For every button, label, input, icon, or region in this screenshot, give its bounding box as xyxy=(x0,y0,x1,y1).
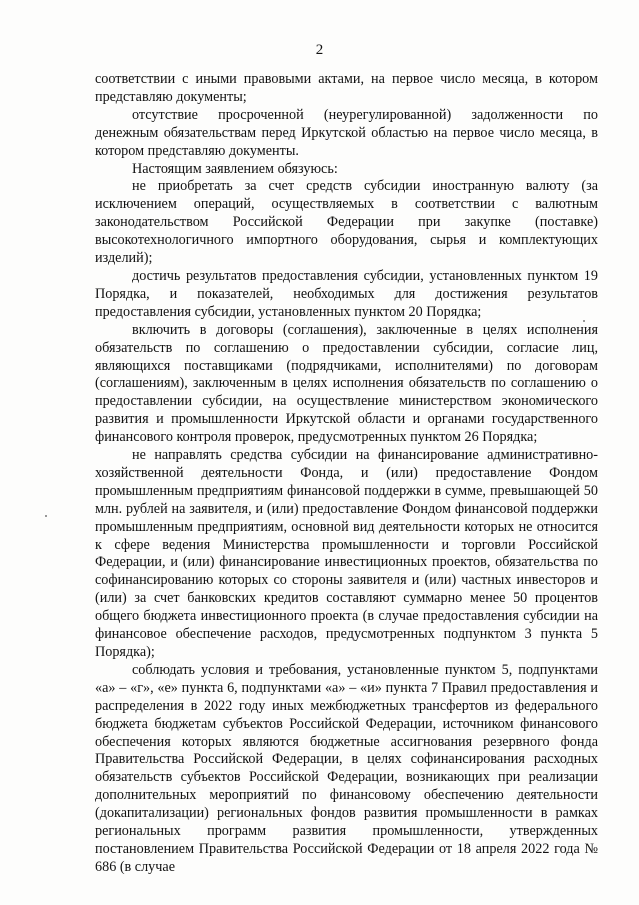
paragraph: отсутствие просроченной (неурегулированной) задолженности по денежным обязательствам перед Иркутской областью на первое число месяца, в котором представляю документы. xyxy=(95,106,598,159)
paragraph: достичь результатов предоставления субсидии, установленных пунктом 19 Порядка, и показателей, необходимых для достижения результатов предоставления субсидии, установленных пунктом 20 Порядка; xyxy=(95,267,598,320)
page-number: 2 xyxy=(315,42,324,58)
paragraph: соответствии с иными правовыми актами, на первое число месяца, в котором представляю документы; xyxy=(95,71,598,105)
paragraph: не приобретать за счет средств субсидии иностранную валюту (за исключением операций, осуществляемых в соответствии с валютным законодательством Российской Федерации при закупке (поставке) высокотехнологичного импортного оборудования, сырья и комплектующих изделий); xyxy=(95,178,598,267)
paragraph: Настоящим заявлением обязуюсь: xyxy=(132,160,338,177)
paragraph: соблюдать условия и требования, установленные пунктом 5, подпунктами «а» – «г», «е» пункта 6, подпунктами «а» – «и» пункта 7 Правил предоставления и распределения в 2022 году иных межбюджетных трансфертов из федерального бюджета бюджетам субъектов Российской Федерации, источником финансового обеспечения которых являются бюджетные ассигнования резервного фонда Правительства Российской Федерации, в целях софинансирования расходных обязательств субъектов Российской Федерации, возникающих при реализации дополнительных мероприятий по финансовому обеспечению деятельности (докапитализации) региональных фондов развития промышленности в рамках региональных программ развития промышленности, утвержденных постановлением Правительства Российской Федерации от 18 апреля 2022 года № 686 (в случае xyxy=(95,661,598,875)
scan-speck xyxy=(583,320,585,322)
paragraph: включить в договоры (соглашения), заключенные в целях исполнения обязательств по соглашению о предоставлении субсидии, согласие лиц, являющихся поставщиками (подрядчиками, исполнителями) по договорам (соглашениям), заключенным в целях исполнения обязательств по соглашению о предоставлении субсидии, на осуществление министерством экономического развития и промышленности Иркутской области и органами государственного финансового контроля проверок, предусмотренных пунктом 26 Порядка; xyxy=(95,321,598,446)
paragraph: не направлять средства субсидии на финансирование административно-хозяйственной деятельности Фонда, и (или) предоставление Фондом промышленным предприятиям финансовой поддержки в сумме, превышающей 50 млн. рублей на заявителя, и (или) предоставление Фондом финансовой поддержки промышленным предприятиям, основной вид деятельности которых не относится к сфере ведения Министерства промышленности и торговли Российской Федерации, и (или) финансирование инвестиционных проектов, обязательства по софинансированию которых со стороны заявителя и (или) частных инвесторов и (или) за счет банковских кредитов составляют суммарно менее 50 процентов общего бюджета инвестиционного проекта (в случае предоставления субсидии на финансовое обеспечение расходов, предусмотренных подпунктом 3 пункта 5 Порядка); xyxy=(95,447,598,660)
scan-speck xyxy=(45,515,47,517)
document-body xyxy=(95,71,598,877)
